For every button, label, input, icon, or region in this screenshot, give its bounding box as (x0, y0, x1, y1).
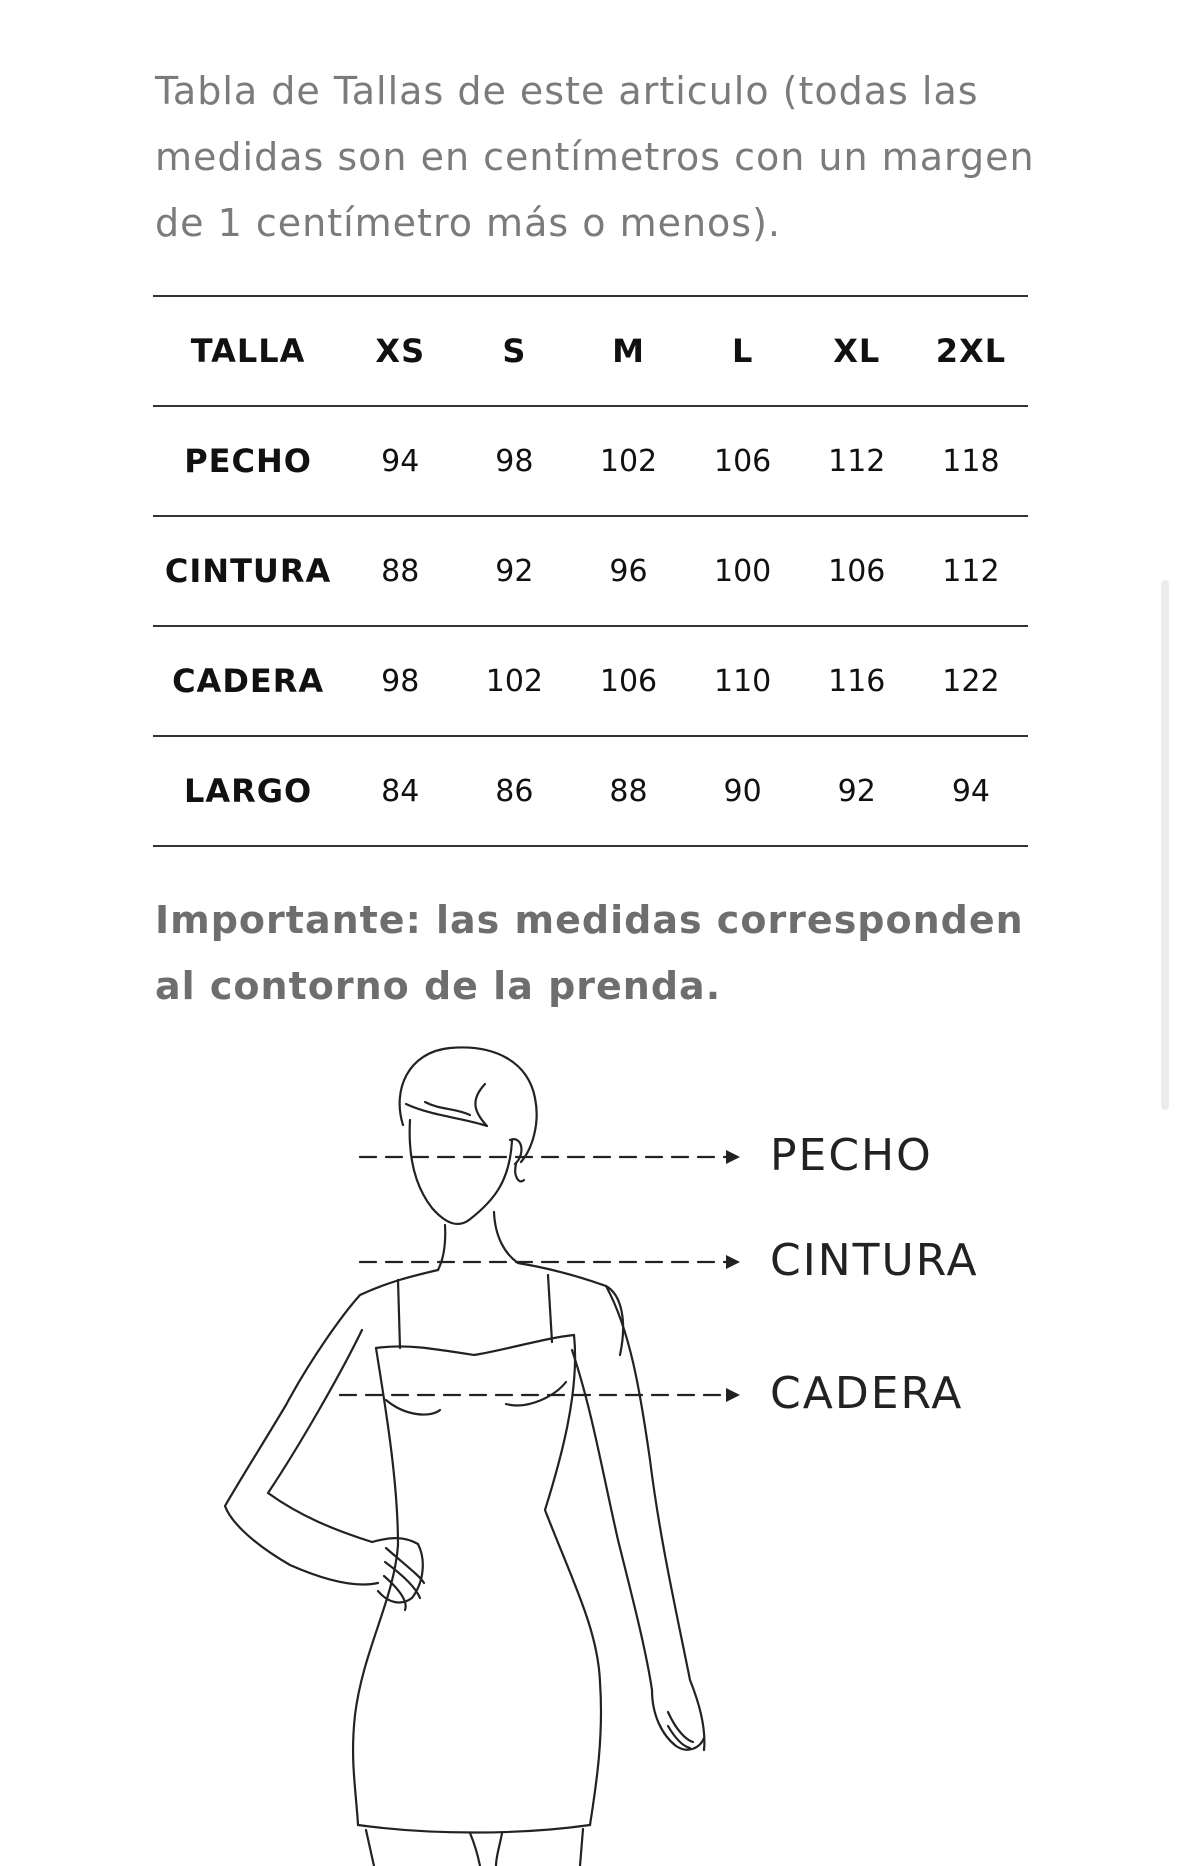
table-row-largo (153, 736, 1028, 846)
row-label: LARGO (153, 736, 343, 846)
earring (515, 1164, 524, 1181)
table-cell: 112 (914, 516, 1028, 626)
table-row-cintura (153, 516, 1028, 626)
right-finger-1 (668, 1712, 693, 1742)
right-leg-inner (496, 1833, 502, 1866)
left-shoulder (225, 1270, 438, 1584)
hair-outline (400, 1047, 537, 1162)
left-strap (398, 1280, 400, 1348)
row-label: CINTURA (153, 516, 343, 626)
intro-text: Tabla de Tallas de este articulo (todas las medidas son en centímetros con un margen de 1 centímetro más o menos). (155, 69, 1035, 245)
table-cell: 90 (686, 736, 800, 846)
table-header-row (153, 296, 1028, 406)
table-cell: 88 (571, 736, 685, 846)
header-cell-xl: XL (800, 296, 914, 406)
neck-left (438, 1225, 445, 1270)
table-cell: 100 (686, 516, 800, 626)
row-label: PECHO (153, 406, 343, 516)
table-cell: 98 (343, 626, 457, 736)
table-cell: 92 (457, 516, 571, 626)
table-cell: 106 (571, 626, 685, 736)
row-label: CADERA (153, 626, 343, 736)
left-inner-arm (268, 1330, 372, 1542)
table-cell: 118 (914, 406, 1028, 516)
body-measurement-figure (0, 1030, 1179, 1866)
left-finger-3 (384, 1576, 406, 1610)
header-cell-talla: TALLA (153, 296, 343, 406)
dress-left-side (353, 1348, 398, 1825)
header-cell-m: M (571, 296, 685, 406)
bust-curve-left (386, 1400, 440, 1415)
bust-curve-right (506, 1382, 566, 1405)
table-cell: 88 (343, 516, 457, 626)
pecho-arrow-icon (726, 1150, 740, 1164)
table-cell: 98 (457, 406, 571, 516)
table-cell: 94 (343, 406, 457, 516)
dress-right-side (545, 1335, 601, 1825)
table-row-cadera (153, 626, 1028, 736)
table-cell: 122 (914, 626, 1028, 736)
table-cell: 106 (686, 406, 800, 516)
right-leg-outer (580, 1829, 583, 1866)
size-table (153, 295, 1028, 847)
cintura-arrow-icon (726, 1255, 740, 1269)
left-leg-outer (366, 1830, 374, 1866)
table-cell: 92 (800, 736, 914, 846)
cadera-label: CADERA (770, 1368, 964, 1419)
table-cell: 106 (800, 516, 914, 626)
table-cell: 102 (571, 406, 685, 516)
table-cell: 110 (686, 626, 800, 736)
dress-hem (358, 1825, 590, 1833)
cadera-arrow-icon (726, 1388, 740, 1402)
header-cell-xs: XS (343, 296, 457, 406)
scrollbar[interactable] (1161, 580, 1169, 1110)
pecho-label: PECHO (770, 1130, 933, 1181)
neck-right (494, 1212, 518, 1263)
table-cell: 94 (914, 736, 1028, 846)
hair-fringe (406, 1084, 487, 1126)
dress-neckline (376, 1335, 574, 1355)
table-cell: 96 (571, 516, 685, 626)
left-leg-inner (470, 1833, 480, 1866)
table-row-pecho (153, 406, 1028, 516)
header-cell-l: L (686, 296, 800, 406)
header-cell-s: S (457, 296, 571, 406)
header-cell-2xl: 2XL (914, 296, 1028, 406)
table-cell: 116 (800, 626, 914, 736)
table-cell: 112 (800, 406, 914, 516)
right-strap (548, 1275, 552, 1342)
important-note: Importante: las medidas corresponden al contorno de la prenda. (155, 898, 1024, 1008)
cintura-label: CINTURA (770, 1235, 979, 1286)
table-cell: 84 (343, 736, 457, 846)
table-cell: 86 (457, 736, 571, 846)
table-cell: 102 (457, 626, 571, 736)
face-outline (410, 1120, 512, 1224)
dress-silhouette-illustration (0, 1030, 1179, 1866)
